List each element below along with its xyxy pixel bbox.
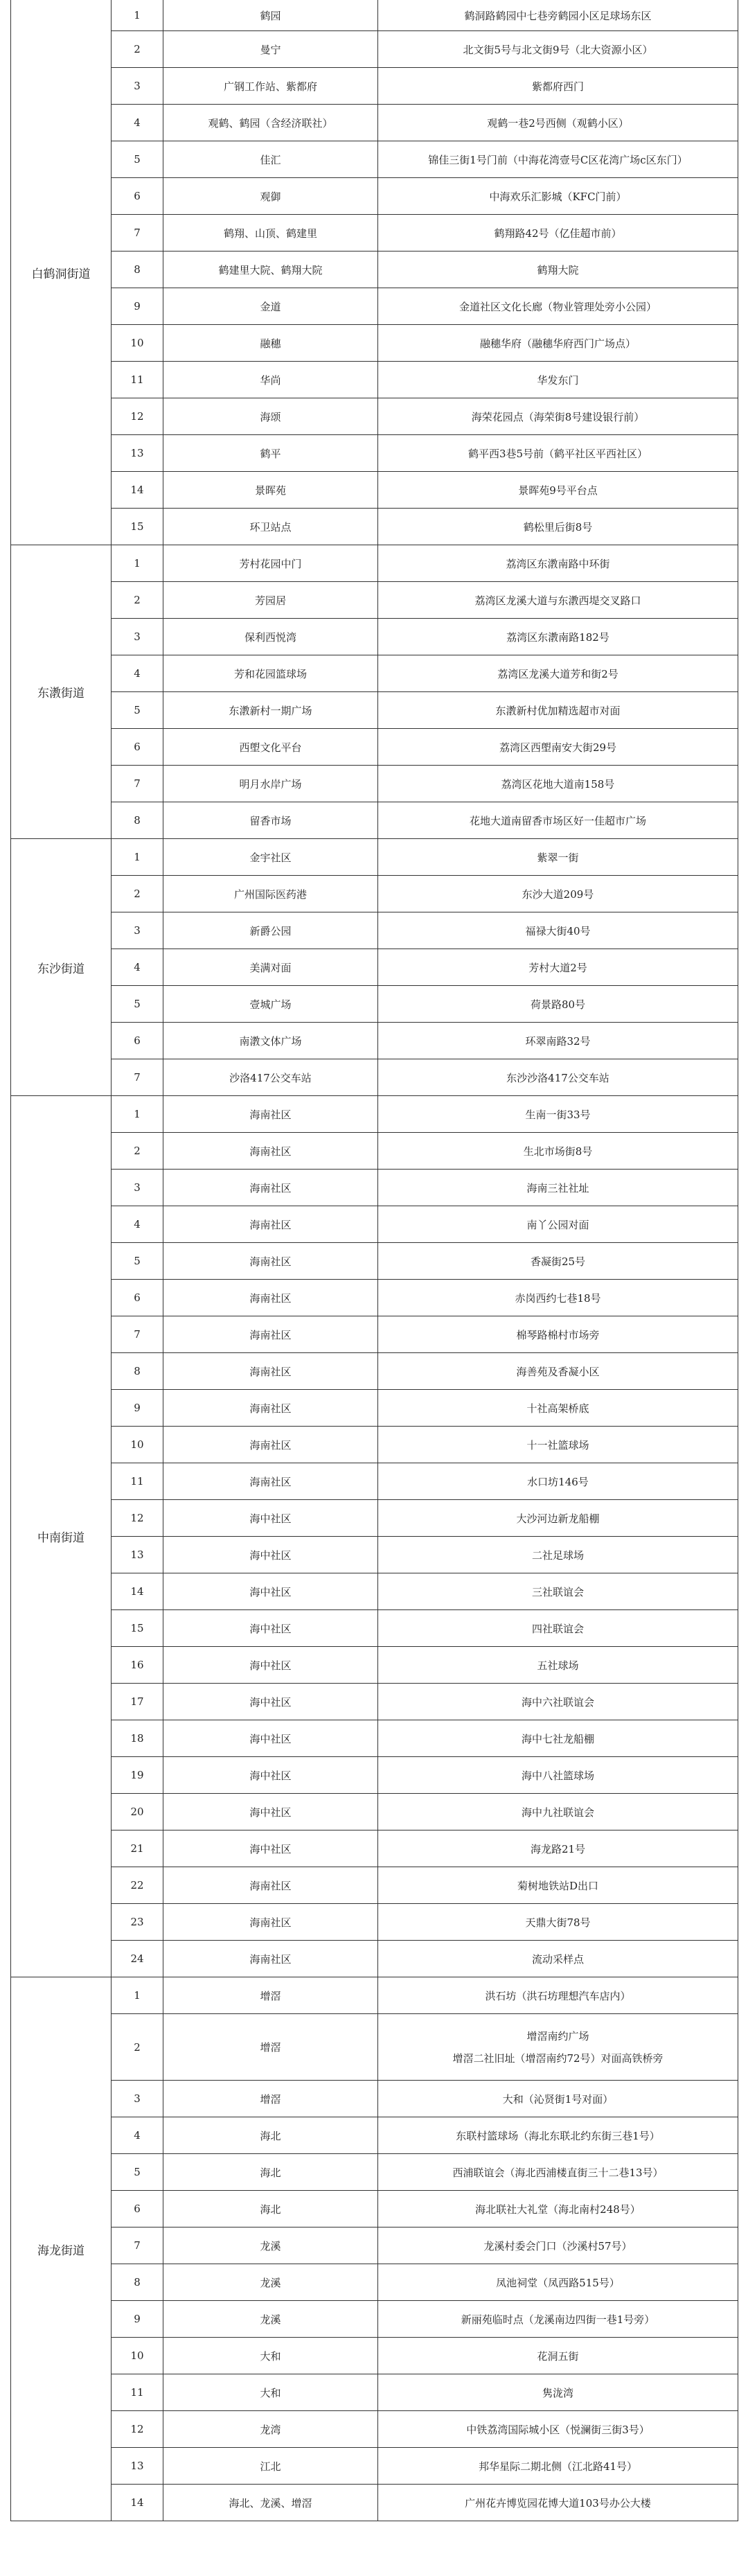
site-location: 花洞五街 (378, 2338, 738, 2374)
site-number: 13 (112, 2448, 163, 2485)
site-number: 7 (112, 1059, 163, 1096)
community-name: 海中社区 (163, 1794, 378, 1830)
site-location: 水口坊146号 (378, 1463, 738, 1500)
community-name: 海北 (163, 2117, 378, 2154)
site-location: 紫都府西门 (378, 68, 738, 105)
site-location: 北文街5号与北文街9号（北大资源小区） (378, 31, 738, 68)
table-row (11, 178, 738, 215)
table-row (11, 2191, 738, 2227)
site-location: 荔湾区西塱南安大街29号 (378, 729, 738, 766)
site-number: 2 (112, 876, 163, 912)
site-number: 3 (112, 68, 163, 105)
site-location: 华发东门 (378, 362, 738, 398)
table-row (11, 2374, 738, 2411)
site-number: 9 (112, 2301, 163, 2338)
site-number: 4 (112, 949, 163, 986)
table-row (11, 582, 738, 619)
community-name: 海南社区 (163, 1390, 378, 1427)
community-name: 海南社区 (163, 1096, 378, 1133)
table-row (11, 1977, 738, 2014)
table-row (11, 1757, 738, 1794)
table-row (11, 1170, 738, 1206)
site-number: 1 (112, 839, 163, 876)
site-location: 鹤翔大院 (378, 252, 738, 288)
community-name: 曼宁 (163, 31, 378, 68)
site-number: 1 (112, 0, 163, 31)
community-name: 海北 (163, 2154, 378, 2191)
community-name: 新爵公园 (163, 912, 378, 949)
site-number: 22 (112, 1867, 163, 1904)
community-name: 观御 (163, 178, 378, 215)
site-number: 13 (112, 1537, 163, 1573)
community-name: 江北 (163, 2448, 378, 2485)
table-row (11, 986, 738, 1023)
community-name: 大和 (163, 2374, 378, 2411)
site-location: 中海欢乐汇影城（KFC门前） (378, 178, 738, 215)
table-row (11, 141, 738, 178)
community-name: 金道 (163, 288, 378, 325)
site-location: 洪石坊（洪石坊理想汽车店内） (378, 1977, 738, 2014)
district-name: 中南街道 (11, 1096, 112, 1977)
community-name: 海中社区 (163, 1757, 378, 1794)
site-number: 15 (112, 509, 163, 545)
site-number: 13 (112, 435, 163, 472)
site-number: 10 (112, 2338, 163, 2374)
site-location: 景晖苑9号平台点 (378, 472, 738, 509)
table-row (11, 215, 738, 252)
sampling-sites-table (10, 0, 738, 2521)
table-row (11, 1059, 738, 1096)
community-name: 环卫站点 (163, 509, 378, 545)
site-location: 海北联社大礼堂（海北南村248号） (378, 2191, 738, 2227)
site-number: 3 (112, 1170, 163, 1206)
table-body (11, 0, 738, 2521)
site-number: 14 (112, 472, 163, 509)
table-row (11, 1427, 738, 1463)
community-name: 芳和花园篮球场 (163, 655, 378, 692)
table-row (11, 288, 738, 325)
site-number: 14 (112, 1573, 163, 1610)
table-row (11, 766, 738, 802)
site-location: 龙溪村委会门口（沙溪村57号） (378, 2227, 738, 2264)
table-row (11, 1610, 738, 1647)
site-number: 2 (112, 31, 163, 68)
site-location (378, 2014, 738, 2081)
table-row (11, 729, 738, 766)
table-row (11, 362, 738, 398)
site-location: 海中六社联谊会 (378, 1684, 738, 1720)
table-row (11, 2485, 738, 2521)
table-row (11, 1904, 738, 1941)
table-row (11, 949, 738, 986)
community-name: 鹤园 (163, 0, 378, 31)
community-name: 鹤建里大院、鹤翔大院 (163, 252, 378, 288)
table-row (11, 0, 738, 31)
site-location: 鹤松里后街8号 (378, 509, 738, 545)
site-location: 荔湾区花地大道南158号 (378, 766, 738, 802)
site-location: 海荣花园点（海荣街8号建设银行前） (378, 398, 738, 435)
site-location: 芳村大道2号 (378, 949, 738, 986)
community-name: 海南社区 (163, 1463, 378, 1500)
site-number: 11 (112, 1463, 163, 1500)
site-location: 赤岗西约七巷18号 (378, 1280, 738, 1316)
site-location: 环翠南路32号 (378, 1023, 738, 1059)
site-location: 凤池祠堂（凤西路515号） (378, 2264, 738, 2301)
site-location: 隽泷湾 (378, 2374, 738, 2411)
site-location: 花地大道南留香市场区好一佳超市广场 (378, 802, 738, 839)
community-name: 西塱文化平台 (163, 729, 378, 766)
site-number: 9 (112, 1390, 163, 1427)
table-row (11, 509, 738, 545)
community-name: 海中社区 (163, 1720, 378, 1757)
table-row (11, 1941, 738, 1977)
table-row (11, 655, 738, 692)
community-name: 海南社区 (163, 1243, 378, 1280)
site-number: 15 (112, 1610, 163, 1647)
site-number: 7 (112, 1316, 163, 1353)
site-location: 东联村篮球场（海北东联北约东街三巷1号） (378, 2117, 738, 2154)
site-location: 荔湾区东漖南路182号 (378, 619, 738, 655)
community-name: 金宇社区 (163, 839, 378, 876)
community-name: 海南社区 (163, 1867, 378, 1904)
community-name: 海南社区 (163, 1904, 378, 1941)
table-row (11, 2338, 738, 2374)
table-row (11, 619, 738, 655)
community-name: 广州国际医药港 (163, 876, 378, 912)
site-number: 6 (112, 1280, 163, 1316)
site-number: 5 (112, 2154, 163, 2191)
community-name: 海北 (163, 2191, 378, 2227)
site-location: 棉琴路棉村市场旁 (378, 1316, 738, 1353)
table-row (11, 1243, 738, 1280)
site-number: 8 (112, 2264, 163, 2301)
site-number: 7 (112, 766, 163, 802)
site-location: 二社足球场 (378, 1537, 738, 1573)
site-number: 16 (112, 1647, 163, 1684)
table-row (11, 2117, 738, 2154)
site-number: 6 (112, 2191, 163, 2227)
site-number: 6 (112, 178, 163, 215)
community-name: 华尚 (163, 362, 378, 398)
site-number: 11 (112, 362, 163, 398)
site-number: 8 (112, 802, 163, 839)
table-row (11, 105, 738, 141)
table-row (11, 325, 738, 362)
table-row (11, 31, 738, 68)
site-number: 12 (112, 2411, 163, 2448)
site-location: 海善苑及香凝小区 (378, 1353, 738, 1390)
site-number: 10 (112, 1427, 163, 1463)
district-name: 东沙街道 (11, 839, 112, 1096)
community-name: 保利西悦湾 (163, 619, 378, 655)
site-location: 福禄大街40号 (378, 912, 738, 949)
community-name: 留香市场 (163, 802, 378, 839)
site-location: 十一社篮球场 (378, 1427, 738, 1463)
table-row (11, 472, 738, 509)
site-location: 融穗华府（融穗华府西门广场点） (378, 325, 738, 362)
community-name: 融穗 (163, 325, 378, 362)
community-name: 海中社区 (163, 1830, 378, 1867)
site-location-line: 增滘二社旧址（增滘南约72号）对面高铁桥旁 (452, 2052, 664, 2065)
site-number: 1 (112, 1096, 163, 1133)
site-location: 荔湾区龙溪大道芳和街2号 (378, 655, 738, 692)
site-number: 2 (112, 582, 163, 619)
site-number: 12 (112, 398, 163, 435)
table-row (11, 1684, 738, 1720)
table-row (11, 68, 738, 105)
community-name: 增滘 (163, 2014, 378, 2081)
table-row (11, 1463, 738, 1500)
site-location: 海中九社联谊会 (378, 1794, 738, 1830)
site-number: 1 (112, 1977, 163, 2014)
table-row (11, 2014, 738, 2081)
site-location: 菊树地铁站D出口 (378, 1867, 738, 1904)
site-number: 4 (112, 1206, 163, 1243)
site-number: 24 (112, 1941, 163, 1977)
table-row (11, 2411, 738, 2448)
site-location: 天鼎大街78号 (378, 1904, 738, 1941)
table-row (11, 1647, 738, 1684)
district-name: 海龙街道 (11, 1977, 112, 2521)
site-number: 4 (112, 105, 163, 141)
table-row (11, 1353, 738, 1390)
community-name: 海北、龙溪、增滘 (163, 2485, 378, 2521)
community-name: 龙溪 (163, 2301, 378, 2338)
site-number: 11 (112, 2374, 163, 2411)
site-number: 3 (112, 2081, 163, 2117)
community-name: 龙湾 (163, 2411, 378, 2448)
district-name: 白鹤洞街道 (11, 0, 112, 545)
site-number: 8 (112, 1353, 163, 1390)
site-number: 14 (112, 2485, 163, 2521)
community-name: 海中社区 (163, 1647, 378, 1684)
site-number: 5 (112, 1243, 163, 1280)
table-row (11, 2301, 738, 2338)
site-location: 三社联谊会 (378, 1573, 738, 1610)
community-name: 海中社区 (163, 1537, 378, 1573)
community-name: 海中社区 (163, 1573, 378, 1610)
site-number: 6 (112, 1023, 163, 1059)
table-row (11, 398, 738, 435)
site-number: 3 (112, 912, 163, 949)
site-location: 生北市场街8号 (378, 1133, 738, 1170)
community-name: 芳园居 (163, 582, 378, 619)
site-number: 1 (112, 545, 163, 582)
table-row (11, 1133, 738, 1170)
site-location: 荷景路80号 (378, 986, 738, 1023)
site-location: 海南三社社址 (378, 1170, 738, 1206)
table-row (11, 1720, 738, 1757)
community-name: 南漖文体广场 (163, 1023, 378, 1059)
site-location: 大和（沁贤街1号对面） (378, 2081, 738, 2117)
site-location: 紫翠一街 (378, 839, 738, 876)
table-row (11, 1280, 738, 1316)
table-row (11, 1500, 738, 1537)
table-row (11, 1096, 738, 1133)
site-location: 中铁荔湾国际城小区（悦澜街三街3号） (378, 2411, 738, 2448)
site-number: 7 (112, 2227, 163, 2264)
site-location: 锦佳三街1号门前（中海花湾壹号C区花湾广场c区东门） (378, 141, 738, 178)
community-name: 芳村花园中门 (163, 545, 378, 582)
community-name: 龙溪 (163, 2264, 378, 2301)
site-location: 观鹤一巷2号西侧（观鹤小区） (378, 105, 738, 141)
community-name: 壹城广场 (163, 986, 378, 1023)
table-row (11, 876, 738, 912)
site-number: 6 (112, 729, 163, 766)
table-row (11, 1206, 738, 1243)
table-row (11, 1316, 738, 1353)
community-name: 海中社区 (163, 1684, 378, 1720)
site-location: 南丫公园对面 (378, 1206, 738, 1243)
site-number: 18 (112, 1720, 163, 1757)
community-name: 增滘 (163, 1977, 378, 2014)
site-number: 2 (112, 2014, 163, 2081)
site-number: 5 (112, 986, 163, 1023)
site-number: 17 (112, 1684, 163, 1720)
community-name: 海南社区 (163, 1133, 378, 1170)
site-location: 鹤平西3巷5号前（鹤平社区平西社区） (378, 435, 738, 472)
site-number: 2 (112, 1133, 163, 1170)
table-row (11, 2081, 738, 2117)
community-name: 东漖新村一期广场 (163, 692, 378, 729)
site-location: 海龙路21号 (378, 1830, 738, 1867)
community-name: 佳汇 (163, 141, 378, 178)
site-location: 海中八社篮球场 (378, 1757, 738, 1794)
site-location: 香凝街25号 (378, 1243, 738, 1280)
table-row (11, 1390, 738, 1427)
site-number: 19 (112, 1757, 163, 1794)
community-name: 龙溪 (163, 2227, 378, 2264)
site-location: 广州花卉博览园花博大道103号办公大楼 (378, 2485, 738, 2521)
site-location: 东沙沙洛417公交车站 (378, 1059, 738, 1096)
table-row (11, 2154, 738, 2191)
community-name: 大和 (163, 2338, 378, 2374)
community-name: 海中社区 (163, 1610, 378, 1647)
site-location-line: 增滘南约广场 (526, 2029, 589, 2043)
site-location: 四社联谊会 (378, 1610, 738, 1647)
community-name: 海南社区 (163, 1353, 378, 1390)
community-name: 鹤平 (163, 435, 378, 472)
site-number: 21 (112, 1830, 163, 1867)
table-row (11, 802, 738, 839)
table-row (11, 1867, 738, 1904)
table-row (11, 545, 738, 582)
site-location: 东漖新村优加精选超市对面 (378, 692, 738, 729)
community-name: 海南社区 (163, 1206, 378, 1243)
site-location: 生南一街33号 (378, 1096, 738, 1133)
site-location: 五社球场 (378, 1647, 738, 1684)
site-location: 荔湾区龙溪大道与东漖西堤交叉路口 (378, 582, 738, 619)
site-number: 5 (112, 692, 163, 729)
community-name: 海南社区 (163, 1170, 378, 1206)
site-number: 23 (112, 1904, 163, 1941)
site-number: 4 (112, 2117, 163, 2154)
site-number: 7 (112, 215, 163, 252)
table-row (11, 1794, 738, 1830)
site-location: 东沙大道209号 (378, 876, 738, 912)
site-location: 金道社区文化长廊（物业管理处旁小公园） (378, 288, 738, 325)
community-name: 鹤翔、山顶、鹤建里 (163, 215, 378, 252)
community-name: 景晖苑 (163, 472, 378, 509)
table-row (11, 1573, 738, 1610)
community-name: 海颂 (163, 398, 378, 435)
community-name: 海南社区 (163, 1941, 378, 1977)
community-name: 美满对面 (163, 949, 378, 986)
table-row (11, 2264, 738, 2301)
table-row (11, 2227, 738, 2264)
community-name: 海中社区 (163, 1500, 378, 1537)
site-number: 8 (112, 252, 163, 288)
site-number: 9 (112, 288, 163, 325)
community-name: 海南社区 (163, 1427, 378, 1463)
site-location: 流动采样点 (378, 1941, 738, 1977)
community-name: 海南社区 (163, 1280, 378, 1316)
community-name: 广钢工作站、紫都府 (163, 68, 378, 105)
table-row (11, 839, 738, 876)
site-location: 西浦联谊会（海北西浦楼直街三十二巷13号） (378, 2154, 738, 2191)
site-location: 荔湾区东漖南路中环街 (378, 545, 738, 582)
community-name: 沙洛417公交车站 (163, 1059, 378, 1096)
community-name: 海南社区 (163, 1316, 378, 1353)
site-number: 10 (112, 325, 163, 362)
table-row (11, 692, 738, 729)
district-name: 东漖街道 (11, 545, 112, 839)
site-location: 大沙河边新龙船棚 (378, 1500, 738, 1537)
table-row (11, 1537, 738, 1573)
site-location: 邦华星际二期北侧（江北路41号） (378, 2448, 738, 2485)
site-location: 十社高架桥底 (378, 1390, 738, 1427)
site-number: 5 (112, 141, 163, 178)
site-location: 海中七社龙船棚 (378, 1720, 738, 1757)
site-number: 4 (112, 655, 163, 692)
site-number: 20 (112, 1794, 163, 1830)
table-row (11, 2448, 738, 2485)
table-row (11, 1023, 738, 1059)
site-number: 12 (112, 1500, 163, 1537)
table-row (11, 252, 738, 288)
site-location: 新丽苑临时点（龙溪南边四街一巷1号旁） (378, 2301, 738, 2338)
table-row (11, 435, 738, 472)
site-number: 3 (112, 619, 163, 655)
site-location: 鹤翔路42号（亿佳超市前） (378, 215, 738, 252)
site-location: 鹤洞路鹤园中七巷旁鹤园小区足球场东区 (378, 0, 738, 31)
community-name: 明月水岸广场 (163, 766, 378, 802)
table-row (11, 1830, 738, 1867)
table-row (11, 912, 738, 949)
community-name: 观鹤、鹤园（含经济联社） (163, 105, 378, 141)
community-name: 增滘 (163, 2081, 378, 2117)
